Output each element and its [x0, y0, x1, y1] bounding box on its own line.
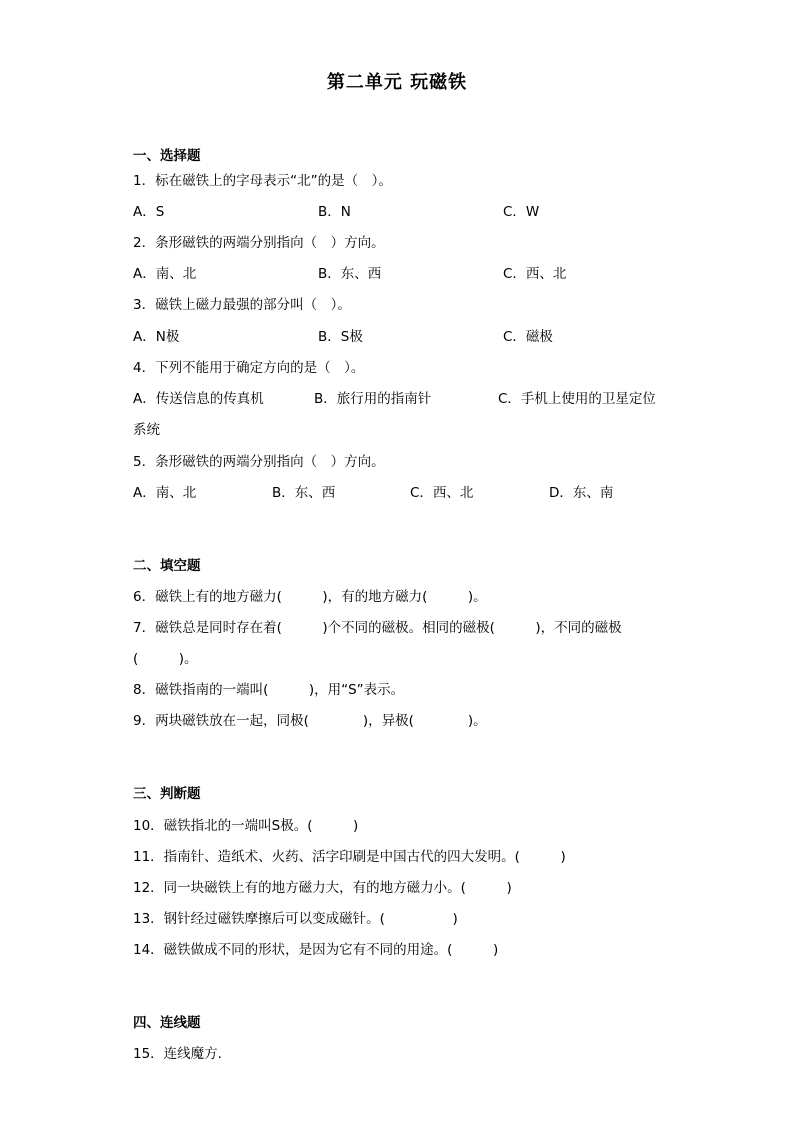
question-1: 1．标在磁铁上的字母表示“北”的是（ ）。	[133, 173, 392, 189]
question-5: 5．条形磁铁的两端分别指向（ ）方向。	[133, 454, 385, 470]
page-title: 第二单元 玩磁铁	[326, 72, 468, 93]
question-7-continued: ( )。	[133, 651, 198, 667]
section-heading-match: 四、连线题	[133, 1015, 201, 1031]
q5-option-d: D．东、南	[549, 485, 614, 501]
q3-option-b: B．S极	[318, 329, 363, 345]
question-11: 11．指南针、造纸术、火药、活字印刷是中国古代的四大发明。( )	[133, 849, 566, 865]
section-heading-judge: 三、判断题	[133, 786, 201, 802]
q3-option-a: A．N极	[133, 329, 180, 345]
q2-option-a: A．南、北	[133, 266, 197, 282]
section-heading-fill: 二、填空题	[133, 558, 201, 574]
q1-option-c: C．W	[503, 204, 540, 220]
question-9: 9．两块磁铁放在一起，同极( )，异极( )。	[133, 713, 487, 729]
question-15: 15．连线魔方.	[133, 1046, 222, 1062]
q4-option-c-continued: 系统	[133, 422, 160, 438]
question-2: 2．条形磁铁的两端分别指向（ ）方向。	[133, 235, 385, 251]
q5-option-a: A．南、北	[133, 485, 197, 501]
question-7: 7．磁铁总是同时存在着( )个不同的磁极。相同的磁极( )，不同的磁极	[133, 620, 622, 636]
question-14: 14．磁铁做成不同的形状，是因为它有不同的用途。( )	[133, 942, 499, 958]
question-6: 6．磁铁上有的地方磁力( )，有的地方磁力( )。	[133, 589, 487, 605]
q2-option-c: C．西、北	[503, 266, 567, 282]
question-8: 8．磁铁指南的一端叫( )，用“S”表示。	[133, 682, 405, 698]
q5-option-b: B．东、西	[272, 485, 336, 501]
question-3: 3．磁铁上磁力最强的部分叫（ ）。	[133, 297, 351, 313]
q3-option-c: C．磁极	[503, 329, 553, 345]
q2-option-b: B．东、西	[318, 266, 382, 282]
question-10: 10．磁铁指北的一端叫S极。( )	[133, 818, 359, 834]
question-13: 13．钢针经过磁铁摩擦后可以变成磁针。( )	[133, 911, 458, 927]
q1-option-a: A．S	[133, 204, 165, 220]
q4-option-c: C．手机上使用的卫星定位	[498, 391, 656, 407]
question-12: 12．同一块磁铁上有的地方磁力大，有的地方磁力小。( )	[133, 880, 512, 896]
q5-option-c: C．西、北	[410, 485, 474, 501]
q4-option-a: A．传送信息的传真机	[133, 391, 264, 407]
q4-option-b: B．旅行用的指南针	[314, 391, 432, 407]
section-heading-choice: 一、选择题	[133, 148, 201, 164]
question-4: 4．下列不能用于确定方向的是（ ）。	[133, 360, 365, 376]
q1-option-b: B．N	[318, 204, 351, 220]
